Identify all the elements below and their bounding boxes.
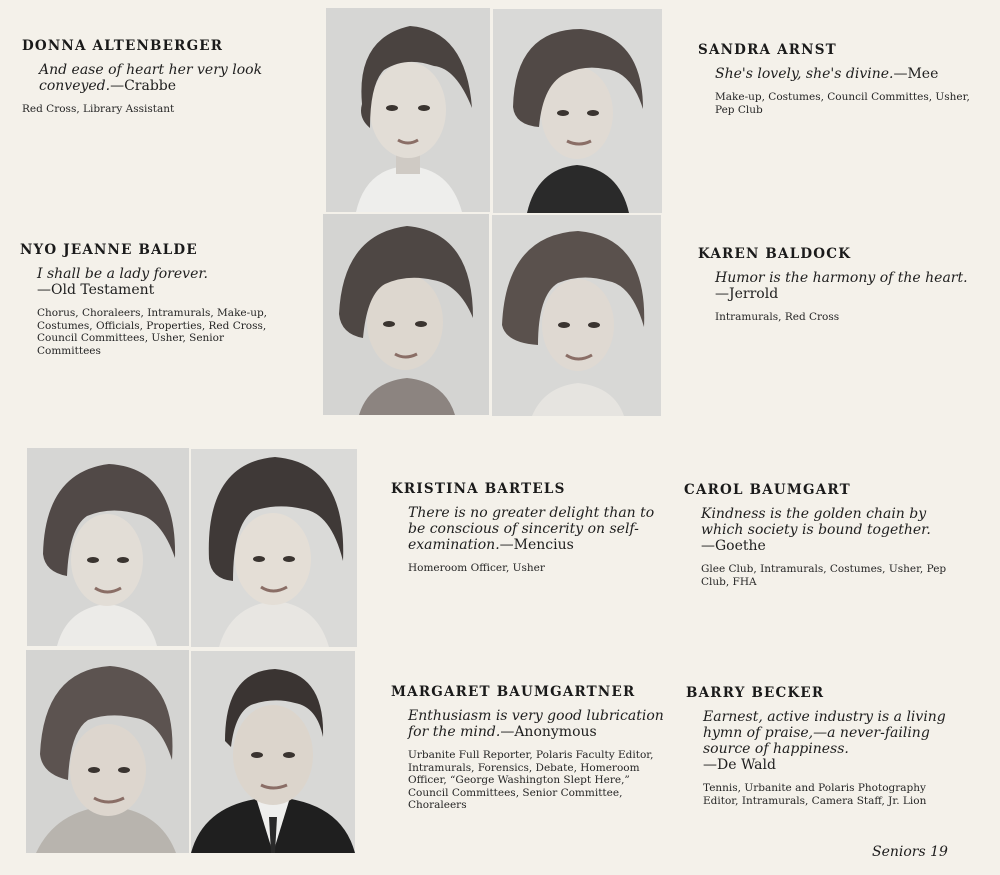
entry-carol-baumgart [684, 482, 958, 588]
student-activities: Homeroom Officer, Usher [408, 562, 545, 574]
entry-donna-altenberger [22, 38, 297, 116]
entry-sandra-arnst [698, 42, 970, 116]
entry-karen-baldock [698, 246, 970, 324]
portrait-sandra-arnst [493, 9, 662, 213]
student-name: MARGARET BAUMGARTNER [391, 684, 636, 700]
student-name: KAREN BALDOCK [698, 246, 852, 262]
entry-kristina-bartels [391, 481, 667, 575]
quote-author: —Jerrold [715, 286, 779, 302]
student-quote: There is no greater delight than to be conscious of sincerity on self-examination.—Mencius [408, 505, 655, 553]
portrait-carol-baumgart [191, 449, 357, 647]
student-quote: Kindness is the golden chain by which society is bound together. —Goethe [701, 506, 958, 554]
portrait-nyo-jeanne-balde [323, 214, 489, 415]
quote-author: —Old Testament [37, 282, 155, 298]
student-name: KRISTINA BARTELS [391, 481, 566, 497]
student-activities: Glee Club, Intramurals, Costumes, Usher, Pep Club, FHA [701, 563, 947, 588]
quote-author: —Crabbe [110, 78, 177, 94]
portrait-donna-altenberger [326, 8, 490, 212]
student-name: SANDRA ARNST [698, 42, 837, 58]
quote-author: —Anonymous [500, 724, 597, 740]
student-name: BARRY BECKER [686, 685, 825, 701]
student-activities: Urbanite Full Reporter, Polaris Faculty Editor, Intramurals, Forensics, Debate, Homeroom Officer, “George Washington Slept Here,” Council Committees, Senior Committee, Choraleers [408, 749, 654, 811]
portrait-kristina-bartels [27, 448, 189, 646]
quote-author: —Mee [893, 66, 939, 82]
student-quote: And ease of heart her very look conveyed.—Crabbe [39, 62, 263, 94]
student-quote: She's lovely, she's divine.—Mee [715, 66, 939, 82]
student-activities: Chorus, Choraleers, Intramurals, Make-up, Costumes, Officials, Properties, Red Cross, Council Committees, Usher, Senior Committees [37, 307, 268, 357]
student-activities: Red Cross, Library Assistant [22, 103, 175, 115]
entry-margaret-baumgartner [391, 684, 667, 812]
portrait-barry-becker [191, 651, 355, 853]
student-activities: Tennis, Urbanite and Polaris Photography Editor, Intramurals, Camera Staff, Jr. Lion [703, 782, 927, 807]
page-footer: Seniors 19 [872, 844, 948, 860]
portrait-margaret-baumgartner [26, 650, 189, 853]
student-quote: I shall be a lady forever. —Old Testament [37, 266, 288, 298]
student-quote: Earnest, active industry is a living hymn of praise,—a never-failing source of happiness. —De Wald [703, 709, 958, 773]
entry-barry-becker [686, 685, 958, 807]
student-activities: Intramurals, Red Cross [715, 311, 840, 323]
portrait-karen-baldock [492, 215, 661, 416]
student-activities: Make-up, Costumes, Council Committes, Usher, Pep Club [715, 91, 970, 116]
student-name: DONNA ALTENBERGER [22, 38, 224, 54]
entry-nyo-jeanne-balde [20, 242, 288, 357]
student-quote: Humor is the harmony of the heart.—Jerrold [715, 270, 968, 302]
quote-author: —Mencius [499, 537, 574, 553]
student-quote: Enthusiasm is very good lubrication for the mind.—Anonymous [408, 708, 664, 740]
student-name: NYO JEANNE BALDE [20, 242, 198, 258]
student-name: CAROL BAUMGART [684, 482, 851, 498]
quote-author: —De Wald [703, 757, 776, 773]
quote-author: —Goethe [701, 538, 766, 554]
